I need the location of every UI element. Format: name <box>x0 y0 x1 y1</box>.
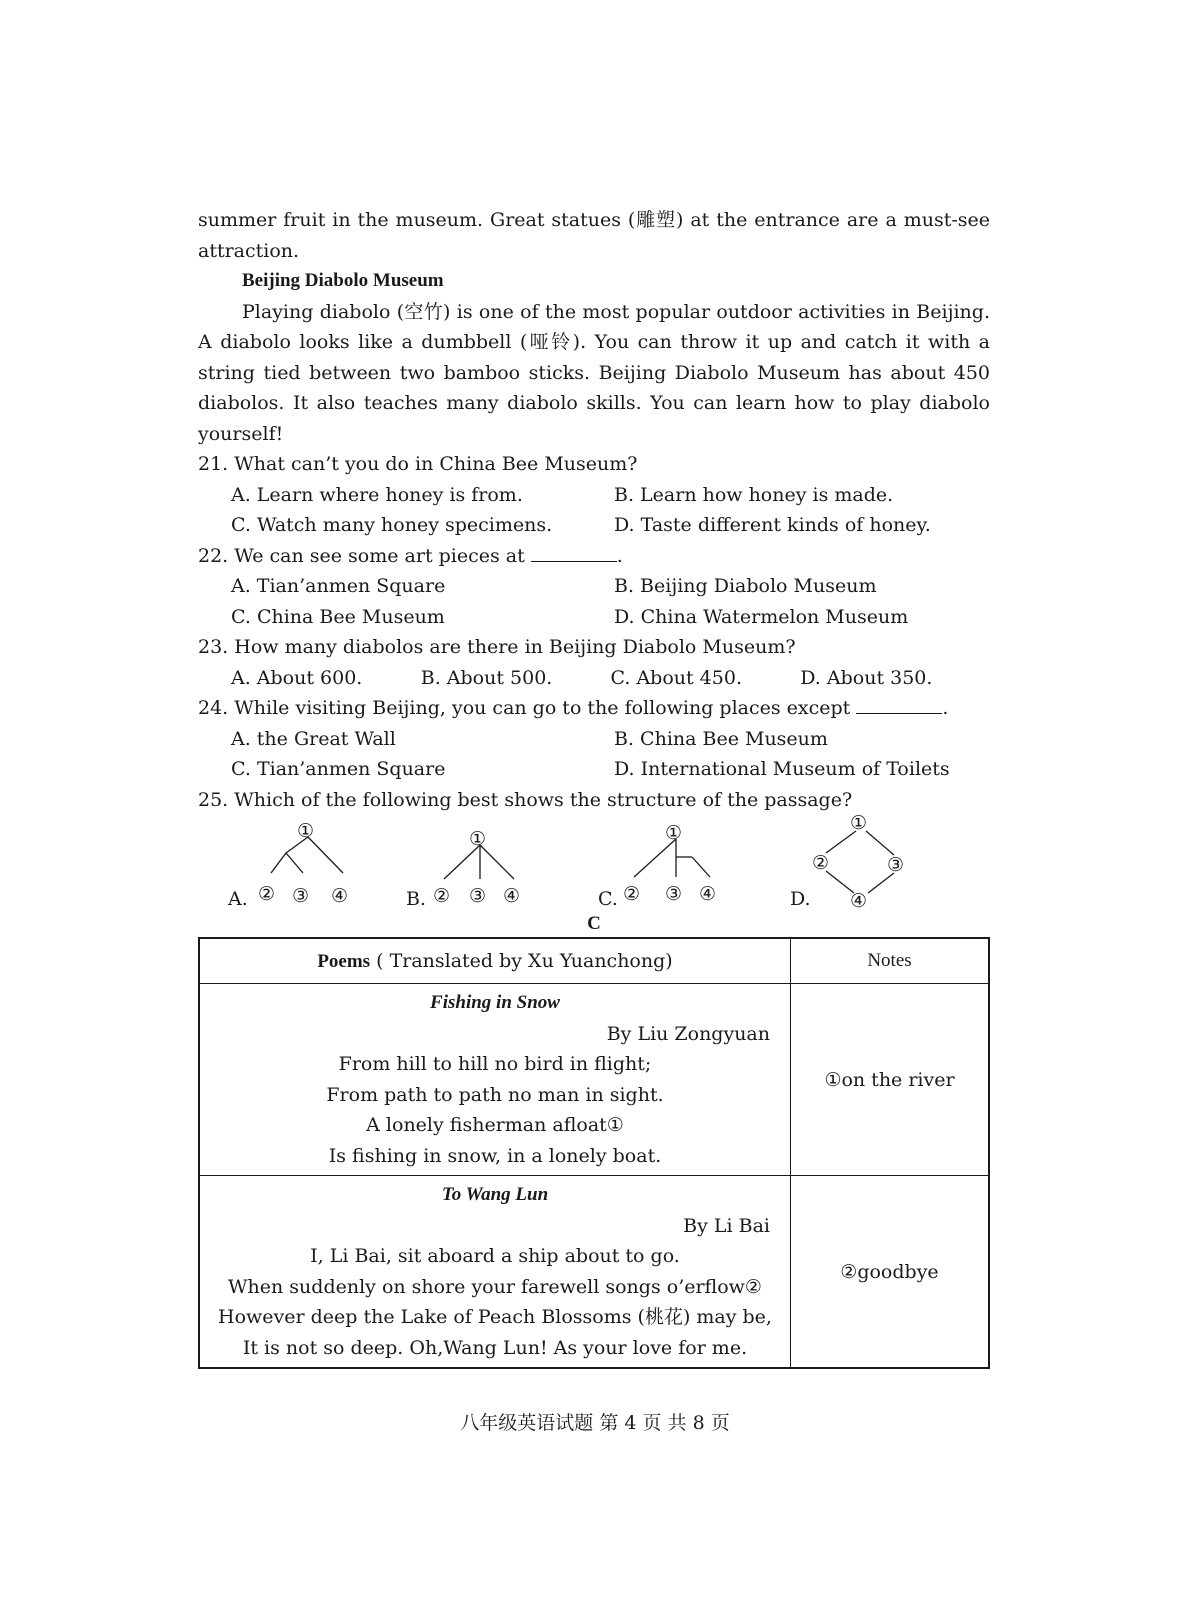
option: B. About 500. <box>420 666 553 689</box>
diagram-a <box>228 815 368 916</box>
question-stem: 25. Which of the following best shows the structure of the passage? <box>198 788 853 811</box>
diagram-node: ② <box>623 883 641 905</box>
note-cell: ②goodbye <box>791 1176 990 1369</box>
page-footer: 八年级英语试题 第 4 页 共 8 页 <box>460 1412 730 1434</box>
diagram-node: ③ <box>665 883 683 905</box>
option: B. Learn how honey is made. <box>614 483 894 506</box>
option: D. China Watermelon Museum <box>614 605 909 628</box>
diagram-node: ④ <box>331 885 349 907</box>
diagram-label: C. <box>598 888 618 910</box>
diagram-d <box>790 815 930 916</box>
diagram-node: ④ <box>699 883 717 905</box>
diagram-node: ③ <box>887 854 905 876</box>
poems-header: Poems ( Translated by Xu Yuanchong) <box>199 938 791 984</box>
question-stem <box>198 693 990 724</box>
option: B. China Bee Museum <box>614 727 828 750</box>
exam-page <box>198 205 990 1369</box>
answer-blank <box>531 543 617 562</box>
poem-cell <box>199 984 791 1176</box>
table-row <box>199 984 989 1176</box>
option: A. Learn where honey is from. <box>231 483 523 506</box>
poem-line: From hill to hill no bird in flight; <box>338 1053 652 1075</box>
poem-line: Is fishing in snow, in a lonely boat. <box>328 1144 662 1167</box>
diagram-node: ③ <box>292 885 310 907</box>
question-end: . <box>942 697 949 719</box>
poem-cell <box>199 1176 791 1369</box>
passage-line: string tied between two bamboo sticks. Beijing Diabolo Museum has about 450 <box>198 361 990 384</box>
option-row <box>198 724 990 755</box>
diagram-b <box>406 815 546 916</box>
note-cell: ①on the river <box>791 984 990 1176</box>
diagram-label: A. <box>228 888 248 910</box>
option-row <box>198 602 990 633</box>
diagram-label: D. <box>790 888 811 910</box>
question-stem: 21. What can’t you do in China Bee Museum? <box>198 453 638 475</box>
poem-line: A lonely fisherman afloat① <box>366 1114 624 1136</box>
diagram-node: ② <box>258 883 276 905</box>
option: D. International Museum of Toilets <box>614 758 950 780</box>
poem-line: When suddenly on shore your farewell songs o’erflow② <box>228 1275 762 1298</box>
table-header-row <box>199 938 989 984</box>
diagram-node: ① <box>665 822 683 844</box>
question-stem: 23. How many diabolos are there in Beijing Diabolo Museum? <box>198 636 796 658</box>
question-end: . <box>616 544 623 567</box>
option: C. Tian’anmen Square <box>231 758 446 780</box>
section-label: C <box>587 913 601 934</box>
option-row <box>198 571 990 602</box>
passage-line: diabolos. It also teaches many diabolo skills. You can learn how to play diabolo <box>198 392 990 414</box>
diagram-node: ④ <box>503 885 521 907</box>
diagram-c <box>598 815 738 916</box>
passage-line: Playing diabolo (空竹) is one of the most popular outdoor activities in Beijing. <box>242 300 990 323</box>
section-heading: Beijing Diabolo Museum <box>242 270 444 291</box>
question-stem <box>198 541 990 572</box>
poem-author: By Li Bai <box>683 1214 770 1237</box>
option: A. Tian’anmen Square <box>231 575 446 597</box>
diagram-node: ③ <box>469 885 487 907</box>
diagram-label: B. <box>406 888 427 910</box>
passage-line: yourself! <box>198 422 284 445</box>
diagram-node: ① <box>850 815 868 834</box>
option: D. Taste different kinds of honey. <box>614 514 931 536</box>
option: A. About 600. <box>231 666 363 689</box>
passage-line: attraction. <box>198 239 300 262</box>
question-text: 24. While visiting Beijing, you can go to the following places except <box>198 697 851 719</box>
option-row <box>198 510 990 541</box>
diagram-node: ④ <box>850 890 868 911</box>
notes-header: Notes <box>791 938 990 984</box>
option-row <box>198 754 990 785</box>
poem-line: I, Li Bai, sit aboard a ship about to go. <box>310 1245 680 1267</box>
diagram-node: ② <box>812 852 830 874</box>
passage-line: summer fruit in the museum. Great statues (雕塑) at the entrance are a must-see <box>198 209 990 231</box>
poem-author: By Liu Zongyuan <box>606 1022 770 1045</box>
answer-blank <box>856 695 942 714</box>
diagram-node: ② <box>433 885 451 907</box>
poems-table <box>198 937 990 1369</box>
option: D. About 350. <box>800 666 933 689</box>
question-text: 22. We can see some art pieces at <box>198 544 525 567</box>
poem-title: To Wang Lun <box>441 1184 549 1205</box>
poem-line: However deep the Lake of Peach Blossoms (桃花) may be, <box>218 1306 772 1328</box>
option: C. China Bee Museum <box>231 605 445 628</box>
poem-line: It is not so deep. Oh,Wang Lun! As your love for me. <box>242 1336 748 1359</box>
option: C. About 450. <box>610 666 742 689</box>
option: A. the Great Wall <box>231 727 396 750</box>
option-row <box>198 663 990 694</box>
structure-diagrams <box>198 815 990 911</box>
poem-line: From path to path no man in sight. <box>326 1083 664 1106</box>
table-row <box>199 1176 989 1369</box>
diagram-node: ① <box>297 820 315 842</box>
diagram-node: ① <box>469 828 487 850</box>
option: B. Beijing Diabolo Museum <box>614 575 877 597</box>
poem-title: Fishing in Snow <box>430 992 560 1013</box>
option: C. Watch many honey specimens. <box>231 514 553 536</box>
option-row <box>198 480 990 511</box>
passage-line: A diabolo looks like a dumbbell (哑铃). You can throw it up and catch it with a <box>198 331 990 353</box>
